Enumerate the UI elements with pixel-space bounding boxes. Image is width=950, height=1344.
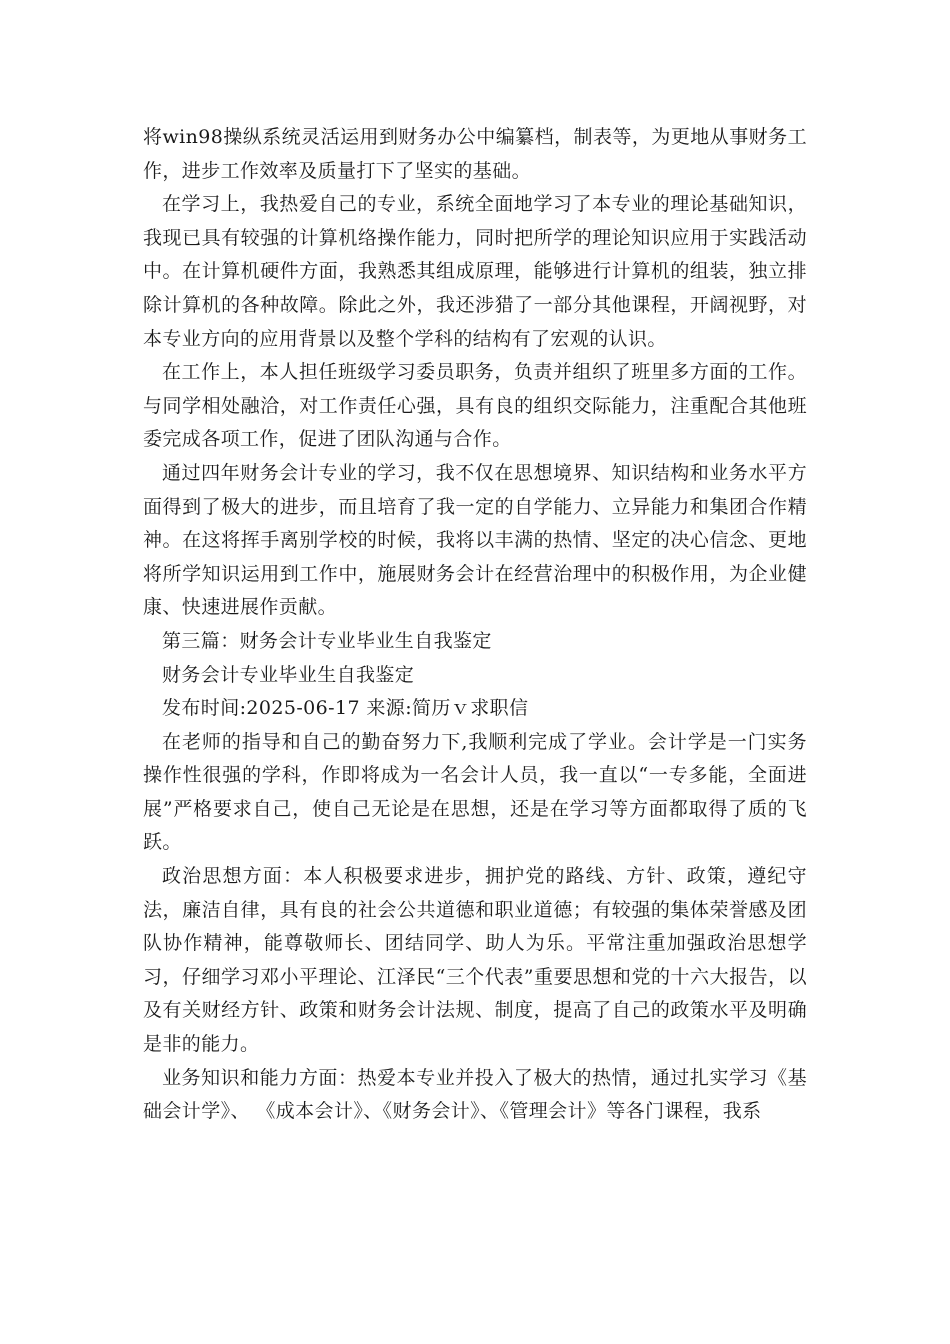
paragraph-political: 政治思想方面：本人积极要求进步，拥护党的路线、方针、政策，遵纪守法，廉洁自律，具有良的社会公共道德和职业道德；有较强的集体荣誉感及团队协作精神，能尊敬师长、团结同学、助人为乐。平常注重加强政治思想学习，仔细学习邓小平理论、江泽民“三个代表”重要思想和党的十六大报告，以及有关财经方针、政策和财务会计法规、制度，提高了自己的政策水平及明确是非的能力。 bbox=[143, 865, 807, 1056]
paragraph-work: 在工作上，本人担任班级学习委员职务，负责并组织了班里多方面的工作。与同学相处融洽，对工作责任心强，具有良的组织交际能力，注重配合其他班委完成各项工作，促进了团队沟通与合作。 bbox=[143, 361, 807, 451]
section-heading: 第三篇：财务会计专业毕业生自我鉴定 bbox=[162, 629, 492, 652]
paragraph-study: 在学习上，我热爱自己的专业，系统全面地学习了本专业的理论基础知识，我现已具有较强的计算机络操作能力，同时把所学的理论知识应用于实践活动中。在计算机硬件方面，我熟悉其组成原理，能够进行计算机的组装，独立排除计算机的各种故障。除此之外，我还涉猎了一部分其他课程，开阔视野，对本专业方向的应用背景以及整个学科的结构有了宏观的认识。 bbox=[143, 193, 807, 350]
paragraph-summary: 通过四年财务会计专业的学习，我不仅在思想境界、知识结构和业务水平方面得到了极大的进步，而且培育了我一定的自学能力、立异能力和集团合作精神。在这将挥手离别学校的时候，我将以丰满的热情、坚定的决心信念、更地将所学知识运用到工作中，施展财务会计在经营治理中的积极作用，为企业健康、快速进展作贡献。 bbox=[143, 461, 807, 619]
paragraph-intro: 在老师的指导和自己的勤奋努力下,我顺利完成了学业。会计学是一门实务操作性很强的学科，作即将成为一名会计人员，我一直以“一专多能，全面进展”严格要求自己，使自己无论是在思想，还是在学习等方面都取得了质的飞跃。 bbox=[143, 730, 807, 854]
paragraph-knowledge: 业务知识和能力方面：热爱本专业并投入了极大的热情，通过扎实学习《基础会计学》、 《成本会计》、《财务会计》、《管理会计》等各门课程，我系 bbox=[143, 1066, 807, 1123]
publish-info: 发布时间:2025-06-17 来源:简历ｖ求职信 bbox=[162, 697, 529, 720]
paragraph-continuation: 将win98操纵系统灵活运用到财务办公中编纂档，制表等，为更地从事财务工作，进步工作效率及质量打下了坚实的基础。 bbox=[143, 126, 807, 182]
article-title: 财务会计专业毕业生自我鉴定 bbox=[162, 663, 415, 686]
document-page bbox=[143, 121, 807, 1129]
